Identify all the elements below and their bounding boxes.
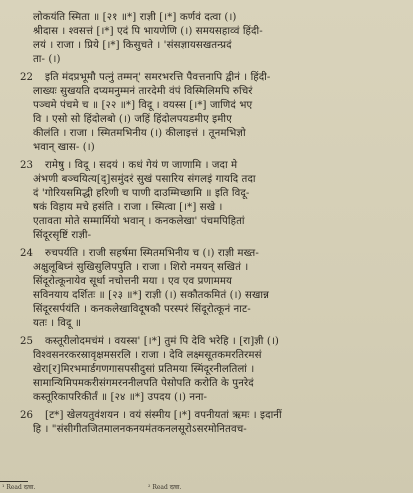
text-line: सविनयाय दर्शितः ॥ [२३ ॥*] राज्ञी (।) सकौतकमितं (।) सखान्न [33, 290, 270, 301]
text-line: सिंदूरसृष्टिं राज्ञी- [33, 230, 92, 241]
footnote: ² Read दत्वा. [148, 484, 182, 491]
text-line: खेरा[र]मिरभमार्डगणगासपसीदुसां प्रतिमया स्मिंदूरनीलतिलां । [33, 364, 255, 375]
text-line: श्रीदास । श्वसत्तं [।*] एदं पि भायणेणि (।) समयसहाव्वं हिंदी- [33, 26, 263, 37]
text-line: हि । "संसीगीतजितमालनकनयमंतकनलसूरोऽसरमोनितवच- [33, 424, 247, 435]
text-line: यतः । विदू ॥ [33, 318, 82, 329]
text-line: पञ्चमे पंचमे च ॥ [२२ ॥*] विदू । वयस्स [।*] जाणिदं भए [33, 100, 253, 111]
entry-number: 22 [20, 72, 33, 83]
text-line: सिंदूरोत्कूनायेव सूर्धा नचोत्तनी मया । एव एव प्रणाममय [33, 276, 233, 287]
text-line: [ट*] खेलयतुवंशयन । वयं संस्मीय [।*] वपनीयतां ऋमः । इदानीं [45, 410, 282, 421]
text-line: वि । एसो सो हिंदोलबो (।) जहिं हिंदोलपयडमीए इमीए [33, 114, 232, 125]
text-line: कीलंति । राजा । स्मितमभिनीय (।) कीलाइत्तं । तूनमभिज्ञो [33, 128, 246, 139]
text-line: सामान्यिमिपमकरीसंगमरननीलपति पेसोपति करोति के पुनरेदं [33, 378, 254, 389]
footnote: ¹ Read दत्वा. [2, 484, 36, 491]
text-line: कस्तूरिकापरिकीर्तं ॥ [२४ ॥*] उपदय (।) नना- [33, 392, 208, 403]
text-line: अंभणी बञ्चयित्य[द्]समुंदरं सुखं पसारिय संगलइं गायदि तदा [33, 174, 256, 185]
text-line: लाख्यः सुखयति दप्यमनुम्मनं तारदेमी वंपं विस्मिलिमपि रुचिरं [33, 86, 253, 97]
entry-number: 25 [20, 336, 33, 347]
text-line: विश्वसनरकरस्रावृक्षमसरलि । राजा । देवि लक्ष्मसूतकमरतिरमसं [33, 350, 262, 361]
entry-number: 23 [20, 160, 33, 171]
text-line: रुचपर्यति । राजी सहर्षमा स्मितमभिनीय च (।) राज्ञी मख्त- [45, 248, 259, 259]
entry-number: 24 [20, 248, 33, 259]
footnote-divider [0, 481, 28, 482]
text-line: दं 'गोरियसमिद्धी हरिणी च पाणी दाउम्मिच्छामि ॥ इति विदू- [33, 188, 250, 199]
text-line: षकं विहाय मचे हसंति । राजा । स्मित्वा [।*] सखे । [33, 202, 223, 213]
text-line: ता- (।) [33, 54, 61, 65]
text-line: कस्तूरीलोदमचंमं । वयस्स' [।*] तुमं पि देवि भरेहि । [रा]ज्ञी (।) [45, 336, 279, 347]
text-line: लोकयंति स्मिता ॥ [२१ ॥*] राज्ञी [।*] कर्णवं दत्वा (।) [33, 12, 237, 23]
text-line: भवान् खास- (।) [33, 142, 95, 153]
text-line: लयं । राजा । प्रिये [।*] किसुचते । 'संसज्ञायसखतन्प्रदं [33, 40, 232, 51]
text-line: अक्षुलूबिघ्नं सुखिसुलिपपुति । राजा । शिरो नमयन् सखितं । [33, 262, 249, 273]
text-line: एतावता मोते सम्मार्मियो भवान् । कनकलेखा' पंचमपिहितां [33, 216, 245, 227]
text-line: इति मंदप्रभूमौ पत्नुं तम्मन्' समरभरत्ति पैवत्तनापि द्वीनं । हिंदी- [45, 72, 271, 83]
text-line: सिंदूरसर्पयंति । कनकलेखाविदूषकौ परस्परं सिंदूरोत्कूनं नाट- [33, 304, 251, 315]
text-line: रामेषु । विदू । सदयं । कधं गेयं ण जाणामि । जदा मे [45, 160, 238, 171]
entry-number: 26 [20, 410, 33, 421]
